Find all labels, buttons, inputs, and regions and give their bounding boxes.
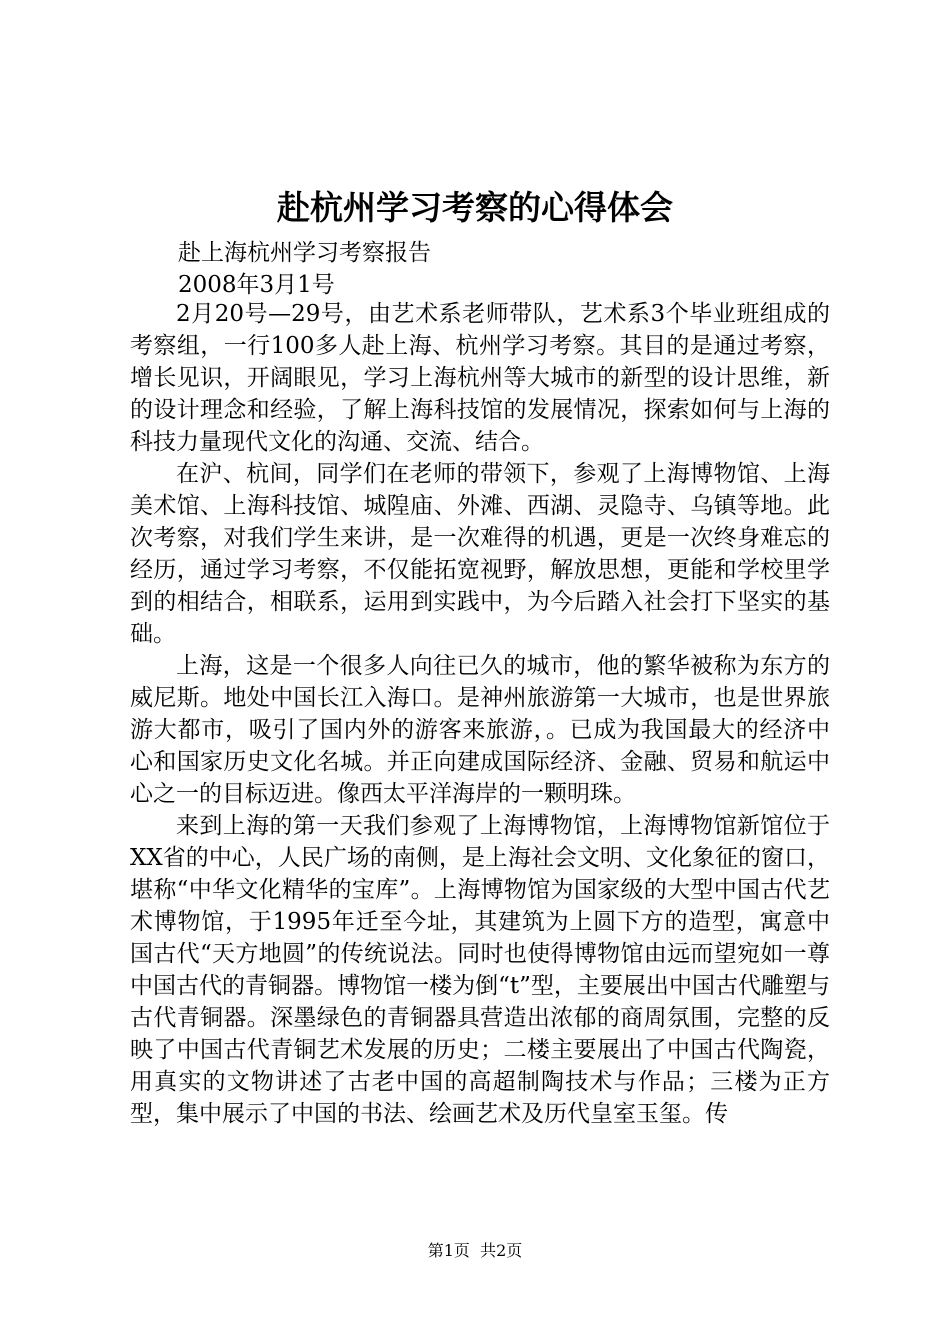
- document-body: [130, 298, 830, 1130]
- document-date: 2008年3月1号: [178, 272, 335, 298]
- document-title: 赴杭州学习考察的心得体会: [277, 188, 673, 227]
- body-paragraph: 来到上海的第一天我们参观了上海博物馆，上海博物馆新馆位于XX省的中心，人民广场的南侧，是上海社会文明、文化象征的窗口，堪称“中华文化精华的宝库”。上海博物馆为国家级的大型中国古代艺术博物馆，于1995年迁至今址，其建筑为上圆下方的造型，寓意中国古代“天方地圆”的传统说法。同时也使得博物馆由远而望宛如一尊中国古代的青铜器。博物馆一楼为倒“t”型，主要展出中国古代雕塑与古代青铜器。深墨绿色的青铜器具营造出浓郁的商周氛围，完整的反映了中国古代青铜艺术发展的历史；二楼主要展出了中国古代陶瓷，用真实的文物讲述了古老中国的高超制陶技术与作品；三楼为正方型，集中展示了中国的书法、绘画艺术及历代皇室玉玺。传: [130, 813, 830, 1127]
- body-paragraph: 上海，这是一个很多人向往已久的城市，他的繁华被称为东方的威尼斯。地处中国长江入海口。是神州旅游第一大城市，也是世界旅游大都市，吸引了国内外的游客来旅游，。已成为我国最大的经济中心和国家历史文化名城。并正向建成国际经济、金融、贸易和航运中心之一的目标迈进。像西太平洋海岸的一颗明珠。: [130, 653, 830, 807]
- document-subtitle: 赴上海杭州学习考察报告: [178, 240, 431, 266]
- page-footer: 第1页 共2页: [427, 1241, 523, 1260]
- body-paragraph: 在沪、杭间，同学们在老师的带领下，参观了上海博物馆、上海美术馆、上海科技馆、城隍庙、外滩、西湖、灵隐寺、乌镇等地。此次考察，对我们学生来讲，是一次难得的机遇，更是一次终身难忘的经历，通过学习考察，不仅能拓宽视野，解放思想，更能和学校里学到的相结合，相联系，运用到实践中，为今后踏入社会打下坚实的基础。: [130, 461, 830, 647]
- body-paragraph: 2月20号—29号，由艺术系老师带队，艺术系3个毕业班组成的考察组，一行100多人赴上海、杭州学习考察。其目的是通过考察，增长见识，开阔眼见，学习上海杭州等大城市的新型的设计思维，新的设计理念和经验，了解上海科技馆的发展情况，探索如何与上海的科技力量现代文化的沟通、交流、结合。: [130, 301, 830, 455]
